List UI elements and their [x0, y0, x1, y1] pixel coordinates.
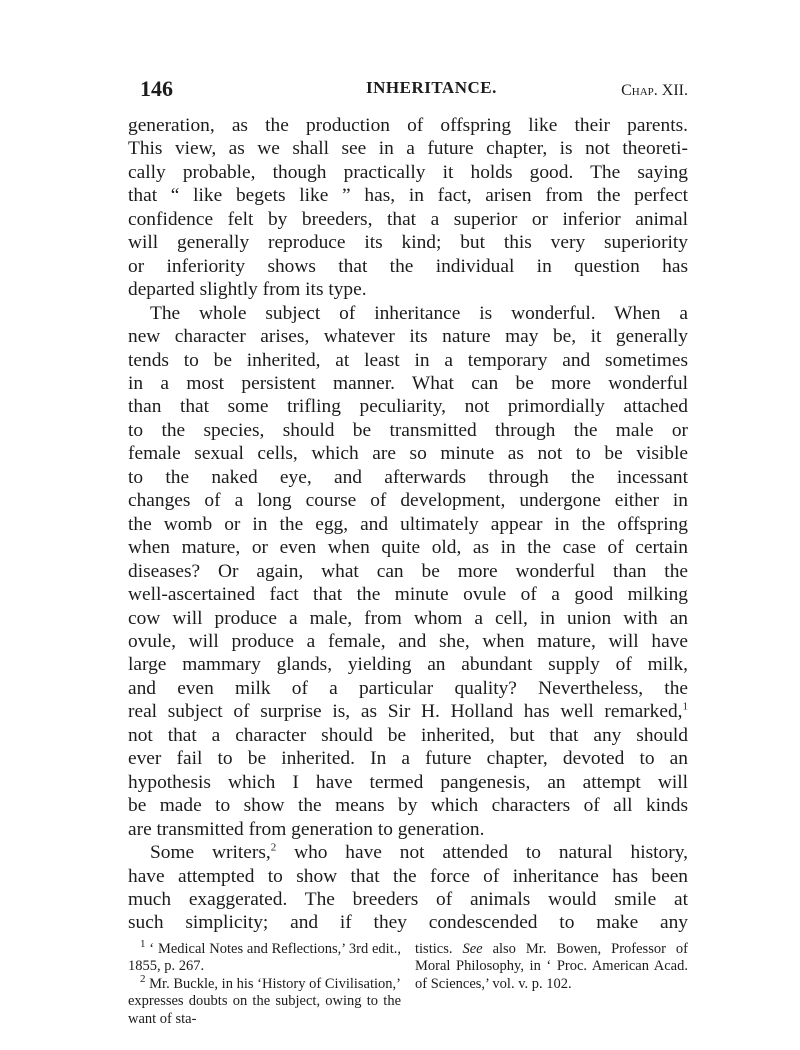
text-fragment: real subject of surprise is, as Sir H. Holland has well remarked,: [128, 701, 683, 723]
text-line: This view, as we shall see in a future chapter, is not theoreti-: [128, 138, 688, 160]
text-line: The whole subject of inheritance is wonderful. When a: [150, 302, 688, 324]
text-line: changes of a long course of development, undergone either in: [128, 490, 688, 512]
text-line: confidence felt by breeders, that a superior or inferior animal: [128, 208, 688, 230]
running-title: INHERITANCE.: [366, 78, 497, 97]
text-line: ovule, will produce a female, and she, when mature, will have: [128, 630, 688, 652]
paragraph-2: [128, 302, 688, 841]
text-line: new character arises, whatever its nature may be, it generally: [128, 326, 688, 348]
text-line: the womb or in the egg, and ultimately appear in the offspring: [128, 513, 688, 535]
text-line: than that some trifling peculiarity, not primordially attached: [128, 396, 688, 418]
footnote-text: ‘ Medical Notes and Reflections,’ 3rd edit., 1855, p. 267.: [128, 940, 401, 975]
paragraph-1: [128, 114, 688, 302]
text-line: and even milk of a particular quality? Nevertheless, the: [128, 677, 688, 699]
page-number: 146: [140, 76, 173, 101]
page-header: [128, 76, 688, 106]
text-line: be made to show the means by which characters of all kinds: [128, 795, 688, 817]
text-line: female sexual cells, which are so minute as not to be visible: [128, 443, 688, 465]
body-text: [128, 114, 688, 935]
footnote-mark: 2: [140, 973, 146, 986]
text-line: to the naked eye, and afterwards through the incessant: [128, 466, 688, 488]
text-line: large mammary glands, yielding an abundant supply of milk,: [128, 654, 688, 676]
footnotes-right-column: [415, 941, 688, 1029]
text-line: such simplicity; and if they condescended to make any: [128, 912, 688, 934]
text-line: not that a character should be inherited, but that any should: [128, 724, 688, 746]
text-line: much exaggerated. The breeders of animals would smile at: [128, 888, 688, 910]
footnotes-left-column: [128, 938, 401, 1029]
text-fragment: who have not attended to natural history,: [276, 842, 688, 864]
text-line: tends to be inherited, at least in a temporary and sometimes: [128, 349, 688, 371]
footnote-1: [128, 938, 401, 976]
text-line: ever fail to be inherited. In a future chapter, devoted to an: [128, 748, 688, 770]
footnote-see: See: [462, 940, 483, 957]
footnotes: [128, 938, 688, 1029]
paragraph-3: [128, 841, 688, 935]
footnote-2-continued: [415, 941, 688, 994]
text-line: are transmitted from generation to generation.: [128, 818, 485, 840]
text-line: when mature, or even when quite old, as in the case of certain: [128, 537, 688, 559]
text-line: cow will produce a male, from whom a cell, in union with an: [128, 607, 688, 629]
text-line: departed slightly from its type.: [128, 279, 367, 301]
text-line: to the species, should be transmitted through the male or: [128, 419, 688, 441]
text-line: generation, as the production of offspring like their parents.: [128, 115, 688, 136]
text-fragment: Some writers,: [150, 842, 271, 864]
text-line: hypothesis which I have termed pangenesis, an attempt will: [128, 771, 688, 793]
text-line-with-footnote-ref: [128, 841, 688, 864]
footnote-text: tistics.: [415, 940, 463, 957]
footnote-text: Mr. Buckle, in his ‘History of Civilisation,’ expresses doubts on the subject, owing to the want of sta-: [128, 975, 401, 1027]
text-line: or inferiority shows that the individual in question has: [128, 255, 688, 277]
footnote-ref-2: 2: [270, 841, 277, 854]
text-line: will generally reproduce its kind; but this very superiority: [128, 232, 688, 254]
footnote-text: also Mr. Bowen, Professor of Moral Philosophy, in ‘ Proc. American Acad. of Sciences,’ vol. v. p. 102.: [415, 940, 688, 992]
book-page: [128, 76, 688, 1028]
text-line: diseases? Or again, what can be more wonderful than the: [128, 560, 688, 582]
text-line: that “ like begets like ” has, in fact, arisen from the perfect: [128, 185, 688, 207]
text-line: have attempted to show that the force of inheritance has been: [128, 865, 688, 887]
text-line-with-footnote-ref: [128, 700, 688, 723]
footnote-2: [128, 973, 401, 1029]
text-line: cally probable, though practically it holds good. The saying: [128, 161, 688, 183]
footnote-ref-1: 1: [682, 700, 688, 713]
chapter-label: Chap. XII.: [621, 82, 688, 99]
text-line: well-ascertained fact that the minute ovule of a good milking: [128, 584, 688, 606]
footnote-mark: 1: [140, 938, 146, 951]
text-line: in a most persistent manner. What can be more wonderful: [128, 372, 688, 394]
